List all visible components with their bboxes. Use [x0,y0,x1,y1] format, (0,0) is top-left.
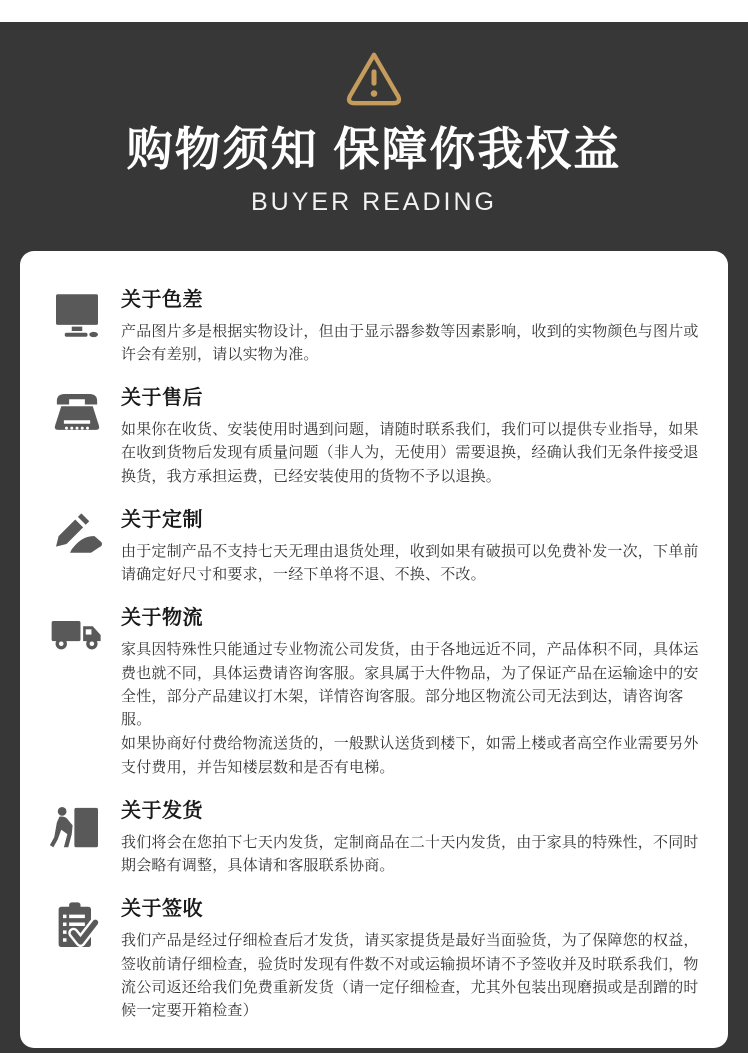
section-text: 如果你在收货、安装使用时遇到问题，请随时联系我们，我们可以提供专业指导，如果在收到货物后发现有质量问题（非人为，无使用）需要退换，经确认我们无条件接受退换货，我方承担运费，已经安装使用的货物不予以退换。 [121,421,699,485]
section-title: 关于签收 [121,898,203,921]
section-text: 产品图片多是根据实物设计，但由于显示器参数等因素影响，收到的实物颜色与图片或许会有差别，请以实物为准。 [121,322,699,363]
truck-icon [48,605,106,779]
notice-header [0,22,748,217]
delivery-person-icon [48,798,106,878]
section-content [121,605,700,779]
section-title: 关于定制 [121,508,203,531]
clipboard-check-icon [48,896,106,1022]
section-title: 关于售后 [121,387,203,410]
notice-banner-background [0,22,748,1053]
notice-card [20,251,728,1049]
section-content [121,507,700,587]
section-text-2: 如果协商好付费给物流送货的，一般默认送货到楼下，如需上楼或者高空作业需要另外支付费用，并告知楼层数和是否有电梯。 [121,735,699,776]
section-text: 家具因特殊性只能通过专业物流公司发货，由于各地远近不同，产品体积不同，具体运费也就不同，具体运费请咨询客服。家具属于大件物品，为了保证产品在运输途中的安全性，部分产品建议打木架，详情咨询客服。部分地区物流公司无法到达，请咨询客服。 [121,641,699,729]
section-shipping [48,798,700,878]
monitor-icon [48,287,106,367]
section-content [121,798,700,878]
section-text: 由于定制产品不支持七天无理由退货处理，收到如果有破损可以免费补发一次，下单前请确定好尺寸和要求，一经下单将不退、不换、不改。 [121,542,699,584]
section-title: 关于发货 [121,799,203,822]
section-after-sales [48,385,700,488]
section-content [121,287,700,367]
page-title: 购物须知 保障你我权益 [126,123,622,175]
section-content [121,896,700,1022]
page-subtitle: BUYER READING [251,187,497,216]
section-logistics [48,605,700,779]
section-text: 我们产品是经过仔细检查后才发货，请买家提货是最好当面验货，为了保障您的权益，签收前请仔细检查，验货时发现有件数不对或运输损坏请不予签收并及时联系我们，物流公司返还给我们免费重新发货（请一定仔细检查，尤其外包装出现磨损或是刮蹭的时候一定要开箱检查） [121,932,699,1020]
top-white-strip [0,0,748,22]
section-text: 我们将会在您拍下七天内发货，定制商品在二十天内发货，由于家具的特殊性，不同时期会略有调整，具体请和客服联系协商。 [121,833,699,875]
warning-triangle-icon [0,48,748,110]
telephone-icon [48,385,106,488]
section-title: 关于物流 [121,607,203,630]
section-content [121,385,700,488]
section-color-difference [48,287,700,367]
section-title: 关于色差 [121,288,203,311]
pen-writing-icon [48,507,106,587]
section-customization [48,507,700,587]
section-sign-receipt [48,896,700,1022]
